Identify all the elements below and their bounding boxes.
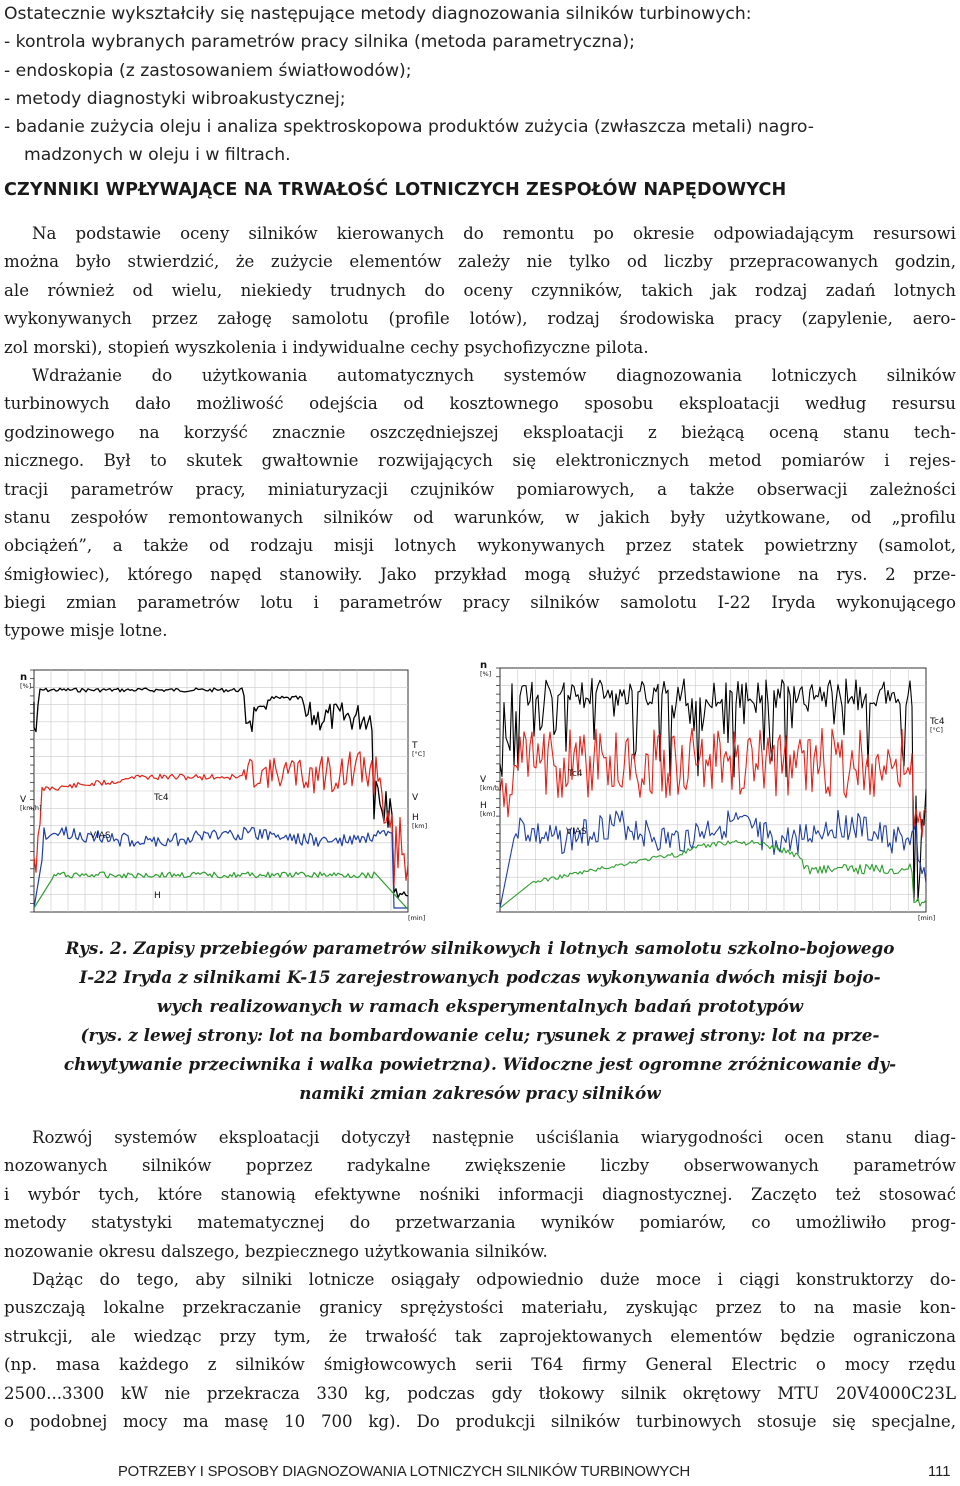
y-axis-label-v: V	[480, 775, 487, 785]
y-axis-unit-percent: [%]	[480, 670, 492, 678]
y-axis-unit-kmh: [km/h]	[480, 784, 502, 792]
y-axis-label-h: H	[480, 801, 487, 811]
paragraph-line: Wdrażanie do użytkowania automatycznych systemów diagnozowania lotniczych silników	[32, 365, 956, 385]
paragraph-line: 2500...3300 kW nie przekracza 330 kg, podczas gdy tłokowy silnik okrętowy MTU 20V4000C23L	[4, 1383, 956, 1403]
chart-right-svg	[474, 658, 956, 924]
list-item: - kontrola wybranych parametrów pracy silnika (metoda parametryczna);	[4, 32, 635, 53]
x-axis-unit-min: [min]	[918, 914, 936, 922]
figure-caption	[4, 934, 956, 1108]
paragraph-line: Dążąc do tego, aby silniki lotnicze osiągały odpowiednio duże moce i ciągi konstruktorzy do-	[32, 1269, 956, 1289]
paragraph-line: nicznego. Był to skutek gwałtownie rozwijających się elektronicznych metod pomiarów i rejes-	[4, 451, 956, 471]
paragraph-line: można było stwierdzić, że zużycie elementów zależy nie tylko od liczby przepracowanych godzin,	[4, 252, 956, 272]
paragraph-line: puszczają lokalne przekraczanie granicy sprężystości materiału, zyskując przez to na masie kon-	[4, 1298, 956, 1318]
series-label-tc4: Tc4	[568, 769, 583, 779]
y-axis-label-t: T	[412, 741, 418, 751]
paragraph-line: Rozwój systemów eksploatacji dotyczył następnie uściślania wiarygodności ocen stanu diag-	[32, 1128, 956, 1147]
chart-left-bombing-mission	[4, 658, 462, 924]
y-axis-unit-km: [km]	[412, 822, 428, 830]
list-item: - badanie zużycia oleju i analiza spektroskopowa produktów zużycia (zwłaszcza metali) nagro-	[4, 117, 814, 138]
y-axis-unit-km: [km]	[480, 810, 496, 818]
paragraph-line: metody statystyki matematycznej do przetwarzania wyników pomiarów, co umożliwiło prog-	[4, 1213, 956, 1233]
caption-line: Rys. 2. Zapisy przebiegów parametrów silnikowych i lotnych samolotu szkolno-bojowego	[65, 938, 895, 958]
paragraph-line: biegi zmian parametrów lotu i parametrów pracy silników samolotu I-22 Iryda wykonującego	[4, 593, 956, 613]
y-axis-label-n: n	[480, 660, 488, 671]
list-item-continuation: madzonych w oleju i w filtrach.	[24, 145, 291, 166]
x-axis-unit-min: [min]	[408, 914, 426, 922]
paragraph-line: śmigłowiec), którego napęd stanowiły. Jako przykład mogą służyć przedstawione na rys. 2 prze-	[4, 564, 956, 584]
chart-right-interception-mission	[474, 658, 956, 924]
caption-line: chwytywanie przeciwnika i walka powietrzna). Widoczne jest ogromne zróżnicowanie dy-	[63, 1054, 897, 1074]
y-axis-unit-kmh: [km/h]	[20, 804, 42, 812]
y-axis-label-v: V	[20, 795, 27, 805]
page-number: 111	[928, 1464, 951, 1480]
paragraph-line: turbinowych dało możliwość odejścia od kosztownego sposobu eksploatacji według resursu	[4, 394, 956, 414]
paragraph-line: o podobnej mocy ma masę 10 700 kg). Do produkcji silników turbinowych stosuje się specjalne,	[4, 1411, 956, 1431]
section-heading: CZYNNIKI WPŁYWAJĄCE NA TRWAŁOŚĆ LOTNICZYCH ZESPOŁÓW NAPĘDOWYCH	[4, 180, 787, 200]
series-label-vias: VIAS	[90, 831, 111, 841]
paragraph-line: ale również od wielu, niekiedy trudnych do oceny czynników, takich jak rodzaj zadań lotnych	[4, 280, 956, 300]
methods-list	[4, 0, 956, 170]
y-axis-label-tc4: Tc4	[930, 717, 945, 727]
list-item: - metody diagnostyki wibroakustycznej;	[4, 88, 346, 109]
y-axis-unit-percent: [%]	[20, 682, 32, 690]
paragraph-line: i wybór tych, które stanowią efektywne nośniki informacji diagnostycznej. Zaczęto też stosować	[4, 1184, 956, 1204]
caption-line: namiki zmian zakresów pracy silników	[299, 1083, 661, 1103]
caption-line: I-22 Iryda z silnikami K-15 zarejestrowanych podczas wykonywania dwóch misji bojo-	[79, 967, 881, 987]
y-axis-unit-celsius: [°C]	[930, 726, 943, 734]
series-label-h: H	[154, 891, 161, 901]
paragraph-line: stanu zespołów remontowanych silników od warunków, w jakich były użytkowane, od „profilu	[4, 507, 956, 527]
paragraph-line: zol morski), stopień wyszkolenia i indywidualne cechy psychofizyczne pilota.	[4, 337, 649, 357]
series-label-tc4: Tc4	[154, 793, 169, 803]
page-footer	[0, 1464, 960, 1486]
paragraph-line: nozowanych silników poprzez radykalne zwiększenie liczby obserwowanych parametrów	[4, 1156, 956, 1176]
paragraph-line: obciążeń”, a także od rodzaju misji lotnych wykonywanych przez statek powietrzny (samolot,	[4, 536, 956, 556]
paragraph-line: typowe misje lotne.	[4, 621, 168, 641]
paragraph-line: wykonywanych przez załogę samolotu (profile lotów), rodzaj środowiska pracy (zapylenie, aero-	[4, 309, 956, 329]
figure-rys-2	[4, 658, 956, 924]
y-axis-label-n: n	[20, 672, 28, 683]
y-axis-label-v-right: V	[412, 793, 419, 803]
paragraph-line: Na podstawie oceny silników kierowanych do remontu po okresie odpowiadającym resursowi	[32, 224, 956, 243]
y-axis-unit-celsius: [°C]	[412, 750, 425, 758]
paragraph-line: strukcji, ale wiedząc przy tym, że trwałość tak zaprojektowanych elementów będzie ograniczona	[4, 1326, 956, 1346]
list-item: - endoskopia (z zastosowaniem światłowodów);	[4, 60, 412, 81]
methods-intro: Ostatecznie wykształciły się następujące metody diagnozowania silników turbinowych:	[4, 4, 752, 24]
y-axis-label-h-right: H	[412, 813, 419, 823]
paragraph-block-2	[4, 1124, 956, 1436]
caption-line: wych realizowanych w ramach eksperymentalnych badań prototypów	[156, 996, 804, 1016]
footer-title: POTRZEBY I SPOSOBY DIAGNOZOWANIA LOTNICZYCH SILNIKÓW TURBINOWYCH	[118, 1464, 691, 1480]
paragraph-block	[4, 220, 956, 646]
caption-line: (rys. z lewej strony: lot na bombardowanie celu; rysunek z prawej strony: lot na prze-	[80, 1025, 880, 1045]
paragraph-line: nozowanie okresu dalszego, bezpiecznego użytkowania silników.	[4, 1241, 548, 1261]
paragraph-line: tracji parametrów pracy, miniaturyzacji czujników pomiarowych, a także obserwacji zależności	[4, 479, 956, 499]
chart-left-svg	[4, 658, 462, 924]
paragraph-line: godzinowego na korzyść znacznie oszczędniejszej eksploatacji z bieżącą oceną stanu tech-	[4, 422, 956, 442]
paragraph-line: (np. masa każdego z silników śmigłowcowych serii T64 firmy General Electric o mocy rzędu	[4, 1355, 956, 1375]
series-label-vias: VIAS	[566, 827, 587, 837]
